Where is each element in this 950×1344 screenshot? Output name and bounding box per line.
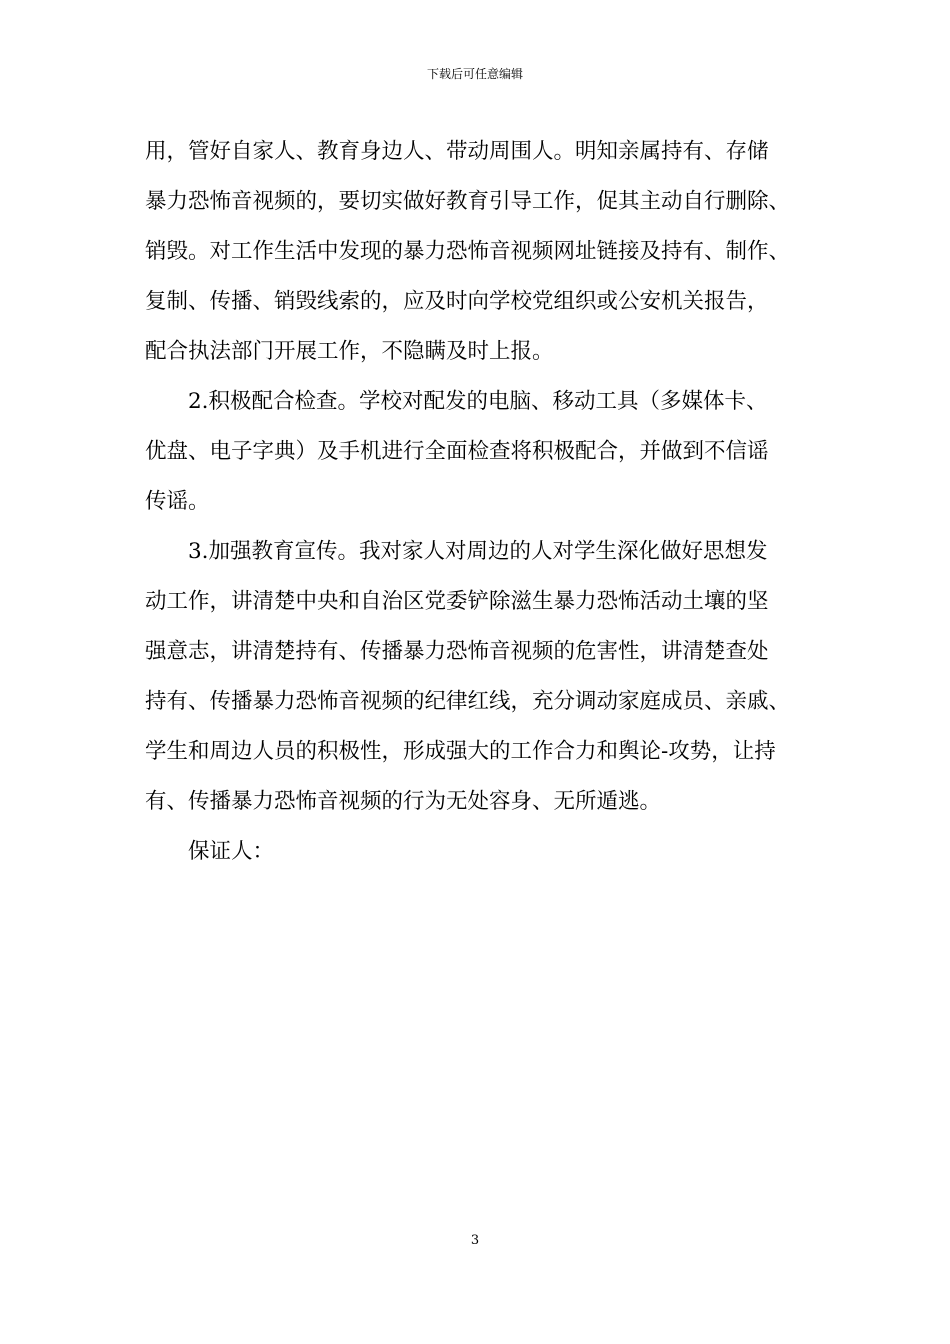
guarantor-signature-line xyxy=(145,827,825,877)
paragraph-continuation xyxy=(145,127,825,377)
document-body xyxy=(145,127,825,877)
text-line: 2.积极配合检查。学校对配发的电脑、移动工具（多媒体卡、 xyxy=(188,389,768,414)
page-number: 3 xyxy=(470,1233,480,1248)
text-line: 配合执法部门开展工作，不隐瞒及时上报。 xyxy=(145,339,554,364)
paragraph-item-3 xyxy=(145,527,825,827)
text-line: 暴力恐怖音视频的，要切实做好教育引导工作，促其主动自行删除、 xyxy=(145,189,791,214)
text-line: 强意志，讲清楚持有、传播暴力恐怖音视频的危害性，讲清楚查处 xyxy=(145,639,769,664)
text-line: 持有、传播暴力恐怖音视频的纪律红线，充分调动家庭成员、亲戚、 xyxy=(145,689,791,714)
text-line: 3.加强教育宣传。我对家人对周边的人对学生深化做好思想发 xyxy=(188,539,768,564)
text-line: 动工作，讲清楚中央和自治区党委铲除滋生暴力恐怖活动土壤的坚 xyxy=(145,589,769,614)
guarantor-label: 保证人： xyxy=(188,839,275,864)
text-line: 复制、传播、销毁线索的，应及时向学校党组织或公安机关报告， xyxy=(145,289,769,314)
text-line: 优盘、电子字典）及手机进行全面检查将积极配合，并做到不信谣 xyxy=(145,439,769,464)
text-line: 传谣。 xyxy=(145,489,210,514)
text-line: 销毁。对工作生活中发现的暴力恐怖音视频网址链接及持有、制作、 xyxy=(145,239,791,264)
paragraph-item-2 xyxy=(145,377,825,527)
text-line: 学生和周边人员的积极性，形成强大的工作合力和舆论-攻势，让持 xyxy=(145,739,776,764)
text-line: 用，管好自家人、教育身边人、带动周围人。明知亲属持有、存储 xyxy=(145,139,769,164)
text-line: 有、传播暴力恐怖音视频的行为无处容身、无所遁逃。 xyxy=(145,789,662,814)
page-header: 下载后可任意编辑 xyxy=(426,67,523,81)
